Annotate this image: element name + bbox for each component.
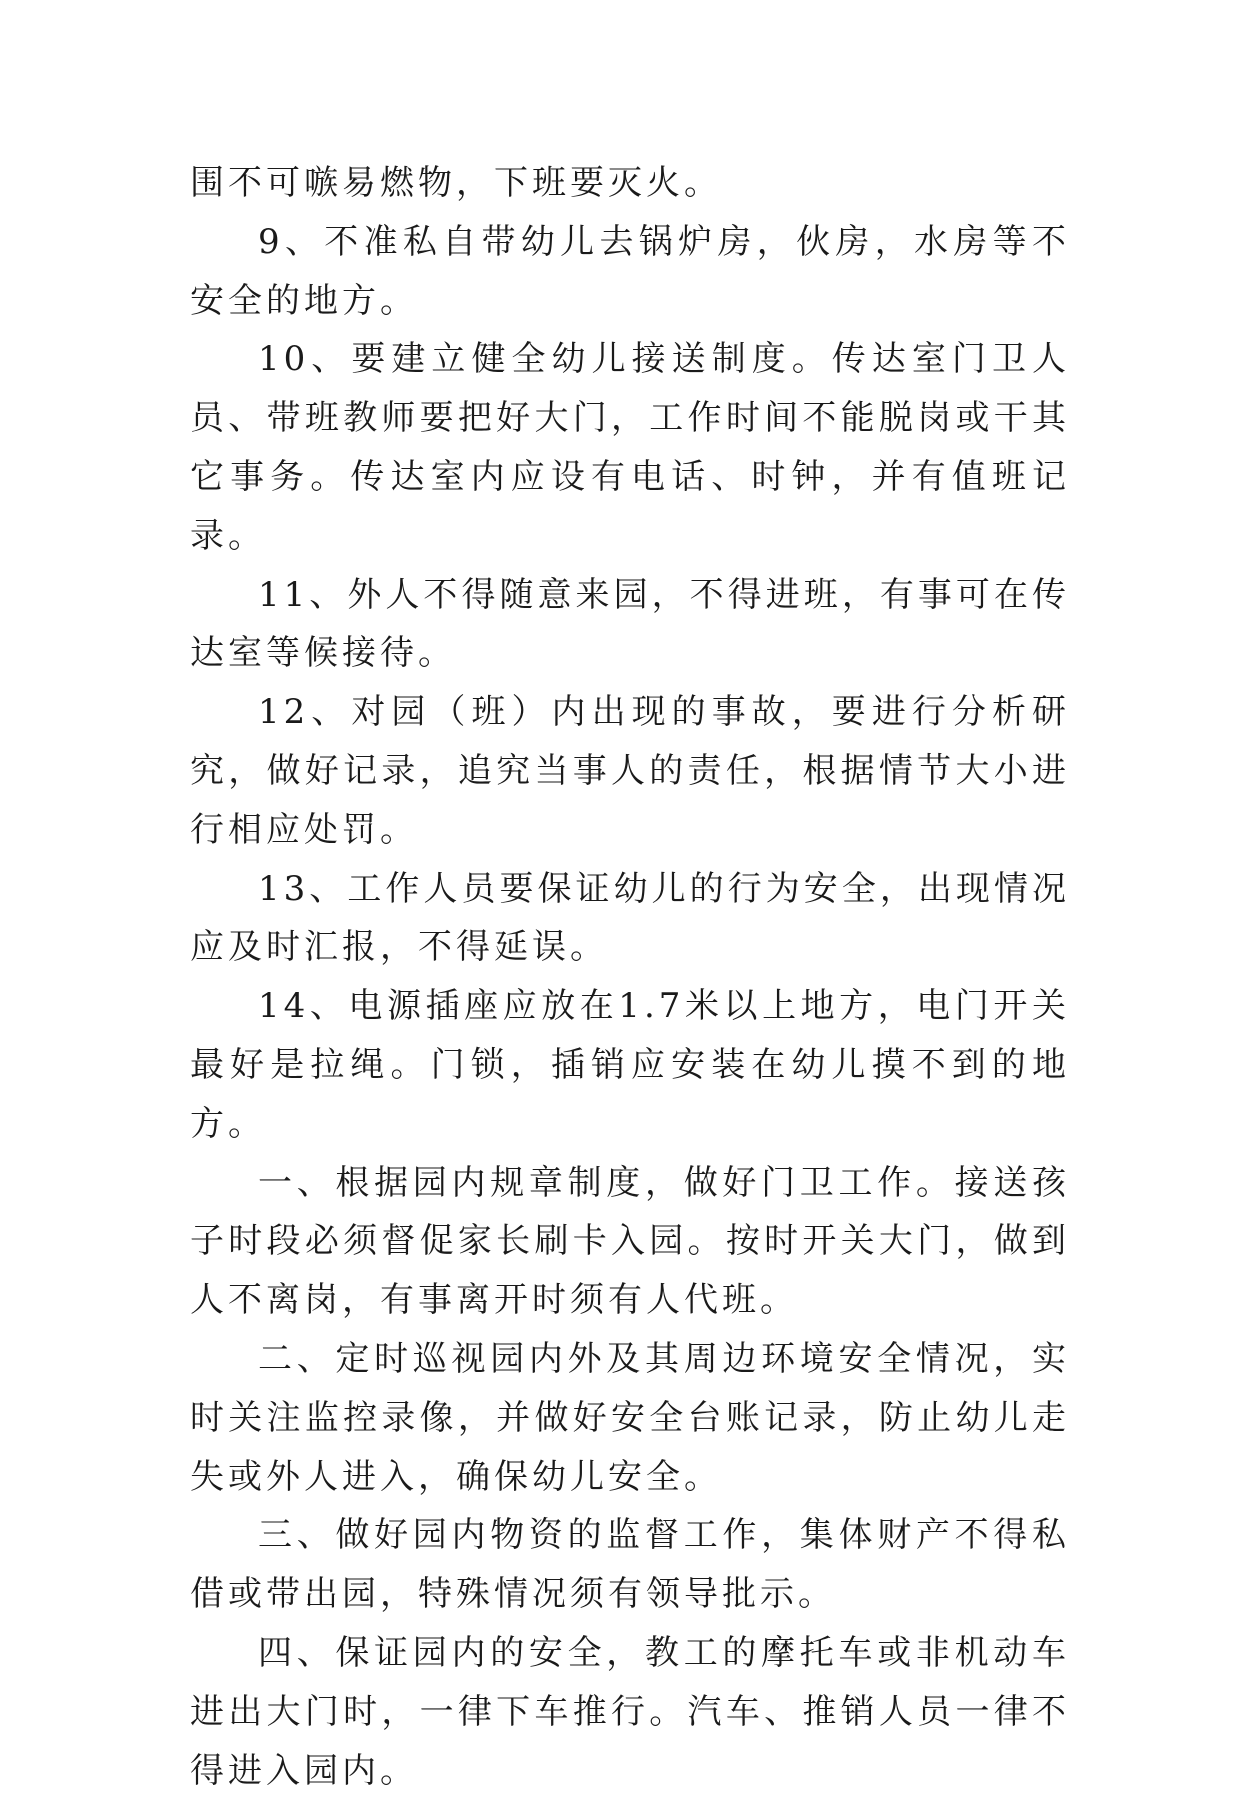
paragraph-continued: 围不可嗾易燃物，下班要灭火。 xyxy=(190,163,722,203)
paragraph-section-1: 一、根据园内规章制度，做好门卫工作。接送孩子时段必须督促家长刷卡入园。按时开关大门，做到人不离岗，有事离开时须有人代班。 xyxy=(190,1162,1070,1321)
paragraph-rule-12: 12、对园（班）内出现的事故，要进行分析研究，做好记录，追究当事人的责任，根据情节大小进行相应处罚。 xyxy=(190,692,1070,850)
paragraph-section-4: 四、保证园内的安全，教工的摩托车或非机动车进出大门时，一律下车推行。汽车、推销人员一律不得进入园内。 xyxy=(190,1632,1070,1791)
paragraph-section-3: 三、做好园内物资的监督工作，集体财产不得私借或带出园，特殊情况须有领导批示。 xyxy=(190,1515,1070,1615)
paragraph-rule-13: 13、工作人员要保证幼儿的行为安全，出现情况应及时汇报，不得延误。 xyxy=(190,868,1070,968)
paragraph-rule-11: 11、外人不得随意来园，不得进班，有事可在传达室等候接待。 xyxy=(190,574,1070,674)
paragraph-rule-10: 10、要建立健全幼儿接送制度。传达室门卫人员、带班教师要把好大门，工作时间不能脱岗或干其它事务。传达室内应设有电话、时钟，并有值班记录。 xyxy=(190,339,1070,556)
document-body xyxy=(190,154,1070,1800)
paragraph-rule-9: 9、不准私自带幼儿去锅炉房，伙房，水房等不安全的地方。 xyxy=(190,221,1070,321)
paragraph-section-2: 二、定时巡视园内外及其周边环境安全情况，实时关注监控录像，并做好安全台账记录，防止幼儿走失或外人进入，确保幼儿安全。 xyxy=(190,1338,1070,1497)
paragraph-rule-14: 14、电源插座应放在1.7米以上地方，电门开关最好是拉绳。门锁，插销应安装在幼儿摸不到的地方。 xyxy=(190,986,1070,1144)
